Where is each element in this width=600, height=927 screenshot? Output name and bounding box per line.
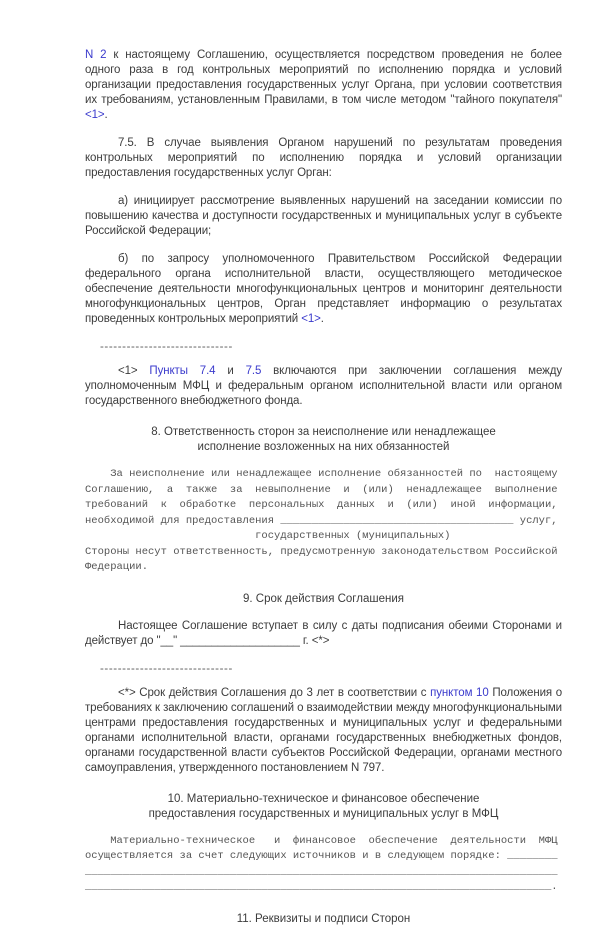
section-8-heading: [85, 425, 562, 455]
paragraph-item-b: [85, 252, 562, 327]
link-clause-7-5[interactable]: 7.5: [245, 365, 262, 377]
footnote-separator: ------------------------------: [100, 662, 233, 675]
footnote-separator: ------------------------------: [100, 341, 233, 353]
section-9-heading: [85, 592, 562, 607]
paragraph-continuation: [85, 48, 562, 123]
text-run: к настоящему Соглашению, осуществляется посредством проведения не более одного раза в год контрольных мероприятий по исполнению порядка и условий организации предоставления государственных услуг Органа, при условии соответствия их требованиям, установленным Правилами, в том числе методом "тайного покупателя": [85, 49, 562, 106]
paragraph-7-5: 7.5. В случае выявления Органом нарушений по результатам проведения контрольных мероприятий по исполнению порядка и условий организации предоставления государственных услуг Орган:: [85, 137, 562, 179]
section-10-heading-line-2: предоставления государственных и муниципальных услуг в МФЦ: [148, 807, 499, 820]
section-11-heading-line-1: 11. Реквизиты и подписи Сторон: [236, 912, 411, 925]
link-clause-10[interactable]: пунктом 10: [430, 686, 489, 699]
footnote-star: [85, 686, 562, 776]
section-8-heading-line-1: 8. Ответственность сторон за неисполнение или ненадлежащее: [151, 426, 496, 438]
footnote-ref-1-link[interactable]: <1>: [85, 109, 105, 121]
paragraph-item-a: а) инициирует рассмотрение выявленных нарушений на заседании комиссии по повышению качества и доступности государственных и муниципальных услуг в субъекте Российской Федерации;: [85, 195, 562, 237]
footnote-1-marker: <1>: [118, 365, 150, 377]
section-8-heading-line-2: исполнение возложенных на них обязанностей: [197, 441, 450, 453]
footnote-ref-1-link-b[interactable]: <1>: [301, 313, 321, 325]
text-run: б) по запросу уполномоченного Правительством Российской Федерации федерального органа исполнительной власти, осуществляющего методическое обеспечение деятельности многофункциональных центров и мониторинг деятельности многофункциональных центров, Орган представляет информацию о результатах проведенных контрольных мероприятий: [85, 253, 562, 325]
text-run: .: [320, 313, 324, 325]
text-run: Положения о требованиях к заключению соглашений о взаимодействии между многофункциональными центрами предоставления государственных и муниципальных услуг и федеральными органами исполнительной власти, органами государственных внебюджетных фондов, органами государственной власти субъектов Российской Федерации, органами местного самоуправления, утвержденного постановлением N 797.: [85, 686, 562, 774]
section-11-heading: [85, 912, 562, 927]
link-clause-7-4[interactable]: Пункты 7.4: [149, 365, 216, 377]
text-run: .: [104, 109, 108, 121]
section-10-heading: [85, 792, 562, 822]
paragraph-term: Настоящее Соглашение вступает в силу с даты подписания обеими Сторонами и действует до "__" ___________________ г. <*>: [85, 619, 562, 647]
section-8-form-text: За неисполнение или ненадлежащее исполнение обязанностей по настоящему Соглашению, а также за невыполнение и (или) ненадлежащее выполнение требований к обработке персональных данных и (или) иной информации, необходимой для предоставления _____________________________________ услуг, государственных (муниципальных) Стороны несут ответственность, предусмотренную законодательством Российской Федерации.: [85, 468, 558, 573]
section-10-heading-line-1: 10. Материально-техническое и финансовое обеспечение: [167, 792, 480, 805]
text-run: <*> Срок действия Соглашения до 3 лет в соответствии с: [118, 686, 431, 699]
text-run: и: [215, 365, 246, 377]
section-9-heading-line-1: 9. Срок действия Соглашения: [243, 592, 404, 605]
text-run: включаются при заключении соглашения между уполномоченным МФЦ и федеральным органом исполнительной власти или органом государственного внебюджетного фонда.: [85, 365, 562, 407]
section-10-form-text: Материально-техническое и финансовое обеспечение деятельности МФЦ осуществляется за счет следующих источников и в следующем порядке: ________ ___________________________________________________________________________ __________________________________________________________________________.: [85, 834, 558, 893]
footnote-1: [85, 364, 562, 409]
link-appendix-n2[interactable]: N 2: [85, 49, 107, 61]
